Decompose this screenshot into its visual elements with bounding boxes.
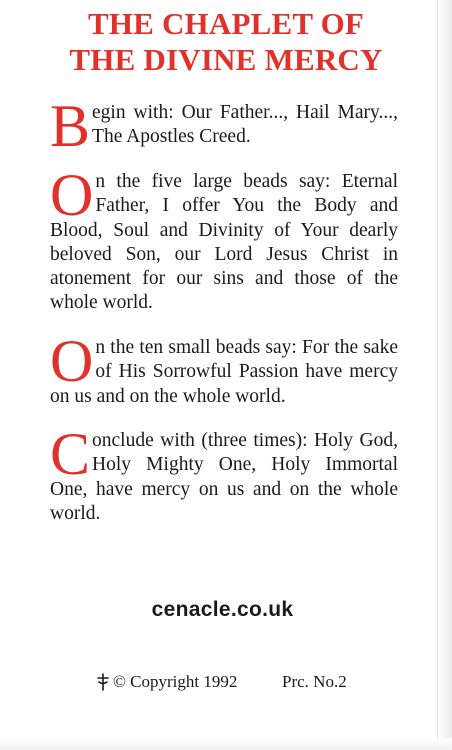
paragraph-text: onclude with (three times): Holy God, Holy Mighty One, Holy Immortal One, have mercy on us and on the whole world. — [50, 430, 398, 524]
card-bottom-shadow — [0, 738, 452, 750]
drop-cap: C — [50, 421, 91, 487]
copyright-text: © Copyright 1992 — [113, 672, 238, 691]
title-line-2: THE DIVINE MERCY — [69, 42, 383, 77]
title-line-1: THE CHAPLET OF — [87, 6, 365, 41]
paragraph-begin — [50, 93, 398, 159]
paragraph-large-beads — [50, 162, 398, 316]
paragraph-text: n the five large beads say: Eternal Father, I offer You the Body and Blood, Soul and Divinity of Your dearly beloved Son, our Lord Jesus Christ in atonement for our sins and those of the whole world. — [50, 171, 398, 314]
drop-cap: B — [50, 93, 91, 159]
website-link[interactable]: cenacle.co.uk — [151, 598, 294, 621]
paragraph-conclude — [50, 421, 398, 526]
paragraph-text: n the ten small beads say: For the sake of His Sorrowful Passion have mercy on us and on the whole world. — [50, 337, 398, 407]
drop-cap: O — [50, 162, 94, 228]
page-title — [0, 6, 452, 78]
drop-cap: O — [50, 328, 94, 394]
cross-icon — [96, 673, 110, 691]
paragraph-text: egin with: Our Father..., Hail Mary..., The Apostles Creed. — [92, 102, 398, 148]
paragraph-small-beads — [50, 328, 398, 409]
footer — [0, 671, 452, 695]
prc-number: Prc. No.2 — [282, 672, 347, 691]
card-edge-shadow — [438, 0, 452, 750]
